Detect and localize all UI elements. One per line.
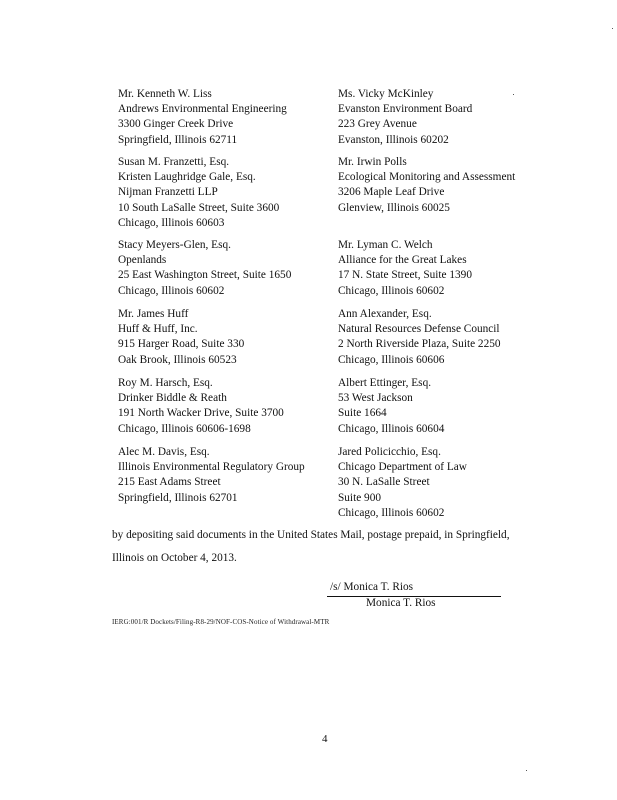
address-block-davis — [118, 445, 305, 506]
address-line: Huff & Huff, Inc. — [118, 323, 198, 336]
address-line: Ms. Vicky McKinley — [338, 88, 434, 100]
address-line: 3300 Ginger Creek Drive — [118, 118, 234, 131]
address-line: Chicago Department of Law — [338, 461, 467, 474]
address-block-policicchio — [338, 445, 467, 521]
address-line: 25 East Washington Street, Suite 1650 — [118, 269, 292, 282]
address-block-alexander — [338, 307, 501, 368]
address-line: 191 North Wacker Drive, Suite 3700 — [118, 407, 284, 420]
address-block-welch — [338, 238, 472, 299]
address-line: Ecological Monitoring and Assessment — [338, 171, 516, 184]
address-line: Openlands — [118, 254, 167, 267]
address-line: Jared Policicchio, Esq. — [338, 446, 441, 458]
address-line: Evanston, Illinois 60202 — [338, 133, 449, 146]
address-line: Roy M. Harsch, Esq. — [118, 377, 213, 389]
address-line: 223 Grey Avenue — [338, 118, 417, 131]
address-line: 30 N. LaSalle Street — [338, 476, 430, 489]
printed-name: Monica T. Rios — [366, 597, 436, 609]
address-line: Natural Resources Defense Council — [338, 323, 500, 336]
address-line: Oak Brook, Illinois 60523 — [118, 353, 237, 366]
address-line: Drinker Biddle & Reath — [118, 392, 227, 405]
address-line: Chicago, Illinois 60606-1698 — [118, 422, 251, 435]
address-block-harsch — [118, 376, 284, 437]
scan-speck — [612, 28, 613, 29]
address-line: 2 North Riverside Plaza, Suite 2250 — [338, 338, 501, 351]
address-line: Chicago, Illinois 60602 — [118, 284, 225, 297]
address-line: Evanston Environment Board — [338, 103, 473, 116]
address-line: Mr. Irwin Polls — [338, 156, 407, 168]
address-line: Suite 900 — [338, 491, 381, 504]
address-line: Glenview, Illinois 60025 — [338, 201, 450, 214]
address-line: Andrews Environmental Engineering — [118, 103, 287, 116]
scan-speck — [526, 770, 527, 771]
page-number: 4 — [322, 733, 328, 745]
address-line: Susan M. Franzetti, Esq. — [118, 156, 230, 168]
address-line: Springfield, Illinois 62711 — [118, 133, 238, 146]
closing-line-1: by depositing said documents in the United States Mail, postage prepaid, in Springfield, — [112, 529, 510, 541]
address-line: Springfield, Illinois 62701 — [118, 491, 238, 504]
address-line: Illinois Environmental Regulatory Group — [118, 461, 305, 474]
address-line: Chicago, Illinois 60606 — [338, 353, 445, 366]
address-line: 10 South LaSalle Street, Suite 3600 — [118, 201, 280, 214]
address-line: 17 N. State Street, Suite 1390 — [338, 269, 472, 282]
address-line: Mr. Kenneth W. Liss — [118, 88, 212, 100]
closing-line-2: Illinois on October 4, 2013. — [112, 552, 237, 564]
address-block-mckinley — [338, 87, 472, 148]
address-line: Chicago, Illinois 60602 — [338, 506, 445, 519]
address-line: Chicago, Illinois 60604 — [338, 422, 445, 435]
address-line: Ann Alexander, Esq. — [338, 308, 432, 320]
address-line: Alliance for the Great Lakes — [338, 254, 467, 267]
address-block-ettinger — [338, 376, 444, 437]
address-line: Chicago, Illinois 60603 — [118, 216, 225, 229]
address-block-huff — [118, 307, 244, 368]
address-line: Alec M. Davis, Esq. — [118, 446, 210, 458]
address-block-franzetti — [118, 155, 279, 231]
address-line: Stacy Meyers-Glen, Esq. — [118, 239, 231, 251]
address-line: 215 East Adams Street — [118, 476, 221, 489]
address-line: Chicago, Illinois 60602 — [338, 284, 445, 297]
address-line: 915 Harger Road, Suite 330 — [118, 338, 245, 351]
address-line: Kristen Laughridge Gale, Esq. — [118, 171, 256, 184]
address-block-polls — [338, 155, 515, 216]
address-line: 3206 Maple Leaf Drive — [338, 186, 445, 199]
address-line: Albert Ettinger, Esq. — [338, 377, 432, 389]
scan-speck — [513, 94, 514, 95]
address-line: Mr. Lyman C. Welch — [338, 239, 433, 251]
file-path: IERG:001/R Dockets/Filing-R8-29/NOF-COS-Notice of Withdrawal-MTR — [112, 618, 330, 626]
address-line: Nijman Franzetti LLP — [118, 186, 218, 199]
address-line: Suite 1664 — [338, 407, 387, 420]
address-line: Mr. James Huff — [118, 308, 189, 320]
address-line: 53 West Jackson — [338, 392, 413, 405]
address-block-liss — [118, 87, 287, 148]
address-block-meyers-glen — [118, 238, 291, 299]
electronic-signature: /s/ Monica T. Rios — [330, 581, 414, 593]
